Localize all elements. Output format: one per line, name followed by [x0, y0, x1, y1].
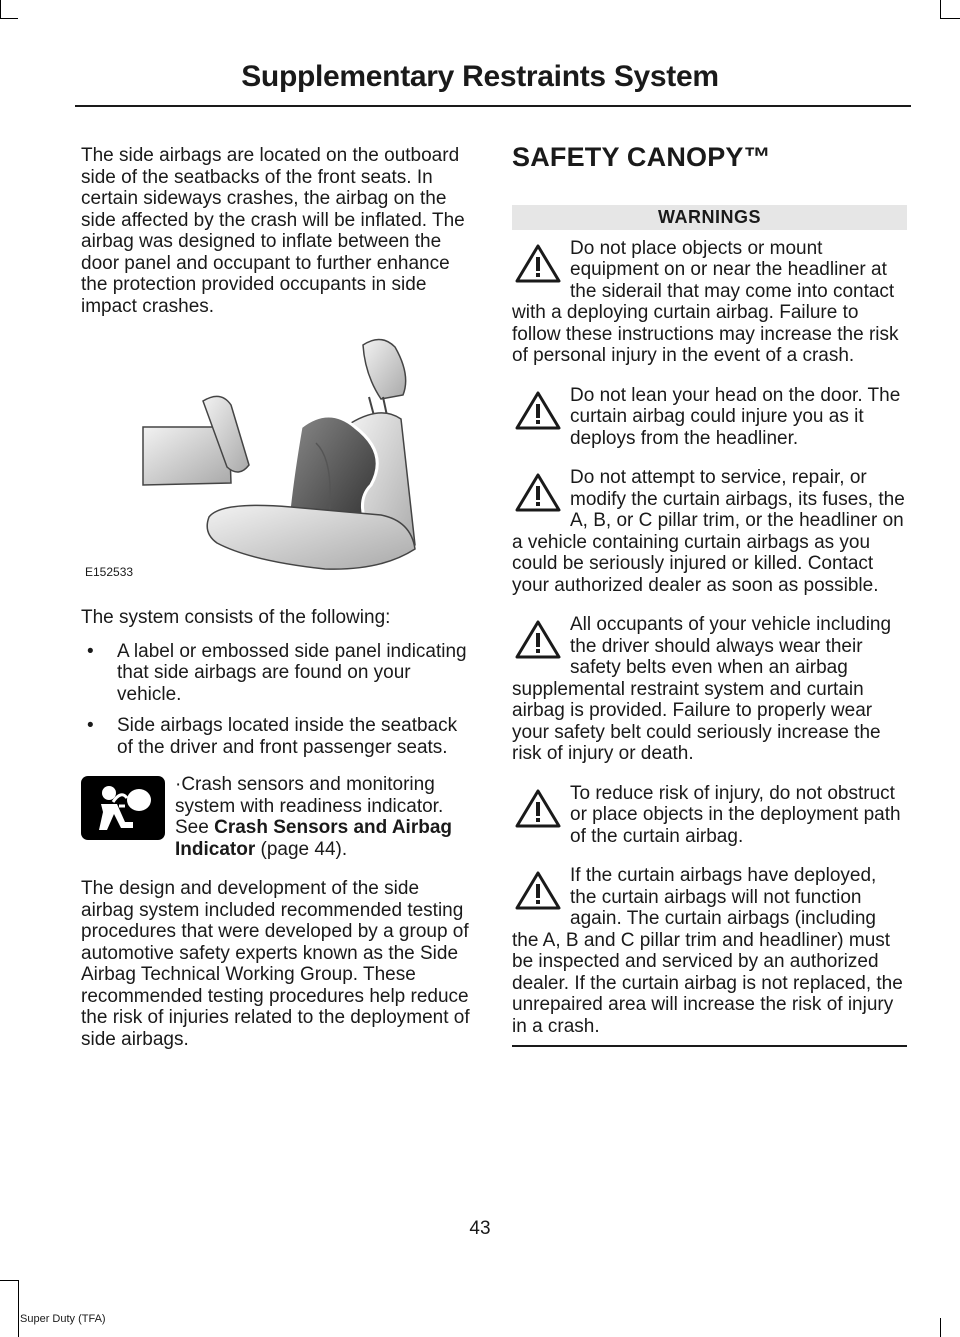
warnings-end-rule [512, 1045, 907, 1047]
warnings-header: WARNINGS [512, 205, 907, 230]
page-reference: (page 44). [260, 838, 348, 860]
footer-model: Super Duty (TFA) [20, 1313, 106, 1325]
warning-triangle-icon [514, 242, 562, 284]
crop-mark [0, 1280, 18, 1281]
crash-sensors-link[interactable]: Crash Sensors and Airbag Indicator [175, 817, 453, 860]
page-title: Supplementary Restraints System [241, 60, 719, 93]
figure-code: E152533 [85, 564, 134, 579]
section-title: SAFETY CANOPY™ [512, 142, 771, 172]
list-item-text: A label or embossed side panel indicating that side airbags are found on your vehicle. [117, 640, 467, 705]
warning-text: If the curtain airbags have deployed, the curtain airbags will not function again. The curtain airbags (including the A, B and C pillar trim and headliner) must be inspected and serviced by an authorized dealer. If the curtain airbag is not replaced, the unrepaired area will increase the risk of injury in a crash. [512, 865, 903, 1037]
system-intro: The system consists of the following: [81, 607, 391, 628]
crop-mark [940, 0, 941, 18]
warning-triangle-icon [514, 787, 562, 829]
warning-triangle-icon [514, 618, 562, 660]
crash-sensor-paragraph [81, 774, 474, 860]
warning-item [512, 783, 907, 848]
warning-text: To reduce risk of injury, do not obstruct or place objects in the deployment path of the curtain airbag. [570, 782, 901, 847]
warning-triangle-icon [514, 389, 562, 431]
crop-mark [18, 1280, 19, 1337]
list-item [81, 715, 474, 758]
warning-item [512, 385, 907, 450]
crop-mark [940, 1318, 941, 1337]
warning-text: Do not attempt to service, repair, or modify the curtain airbags, its fuses, the A, B, or C pillar trim, or the headliner on a vehicle containing curtain airbags as you could be seriously injured or killed. Contact your authorized dealer as soon as possible. [512, 467, 905, 596]
right-column [512, 142, 907, 1047]
crop-mark [0, 0, 1, 18]
page-number: 43 [469, 1218, 491, 1239]
warning-item [512, 467, 907, 596]
component-list [81, 641, 474, 759]
left-column [81, 145, 474, 1068]
crash-sensor-text: ·Crash sensors and monitoring system with readiness indicator. See [175, 774, 444, 838]
list-item-text: Side airbags located inside the seatback of the driver and front passenger seats. [117, 715, 458, 758]
crop-mark [0, 18, 18, 19]
airbag-warning-icon [81, 776, 165, 840]
header-rule [75, 105, 911, 107]
list-item [81, 641, 474, 706]
warning-triangle-icon [514, 869, 562, 911]
bullet: • [87, 715, 94, 736]
warning-item [512, 238, 907, 367]
crop-mark [940, 18, 960, 19]
intro-paragraph: The side airbags are located on the outboard side of the seatbacks of the front seats. In certain sideways crashes, the airbag on the side affected by the crash will be inflated. The airbag was designed to inflate between the door panel and occupant to further enhance the protection provided occupants in side impact crashes. [81, 145, 465, 317]
bullet: • [87, 640, 94, 662]
warning-text: Do not lean your head on the door. The curtain airbag could injure you as it deploys from the headliner. [570, 384, 901, 449]
warning-triangle-icon [514, 471, 562, 513]
side-airbag-illustration [81, 335, 474, 585]
warning-text: Do not place objects or mount equipment on or near the headliner at the siderail that may come into contact with a deploying curtain airbag. Failure to follow these instructions may increase the risk of personal injury in the event of a crash. [512, 237, 899, 366]
warning-text: All occupants of your vehicle including the driver should always wear their safety belts even when an airbag supplemental restraint system and curtain airbag is provided. Failure to properly wear your safety belt could seriously increase the risk of injury or death. [512, 614, 892, 764]
design-paragraph: The design and development of the side airbag system included recommended testing procedures that were developed by a group of automotive safety experts known as the Side Airbag Technical Working Group. These recommended testing procedures help reduce the risk of injuries related to the deployment of side airbags. [81, 878, 470, 1050]
warning-item [512, 865, 907, 1037]
seat-airbag-icon [81, 335, 474, 585]
warning-item [512, 614, 907, 765]
